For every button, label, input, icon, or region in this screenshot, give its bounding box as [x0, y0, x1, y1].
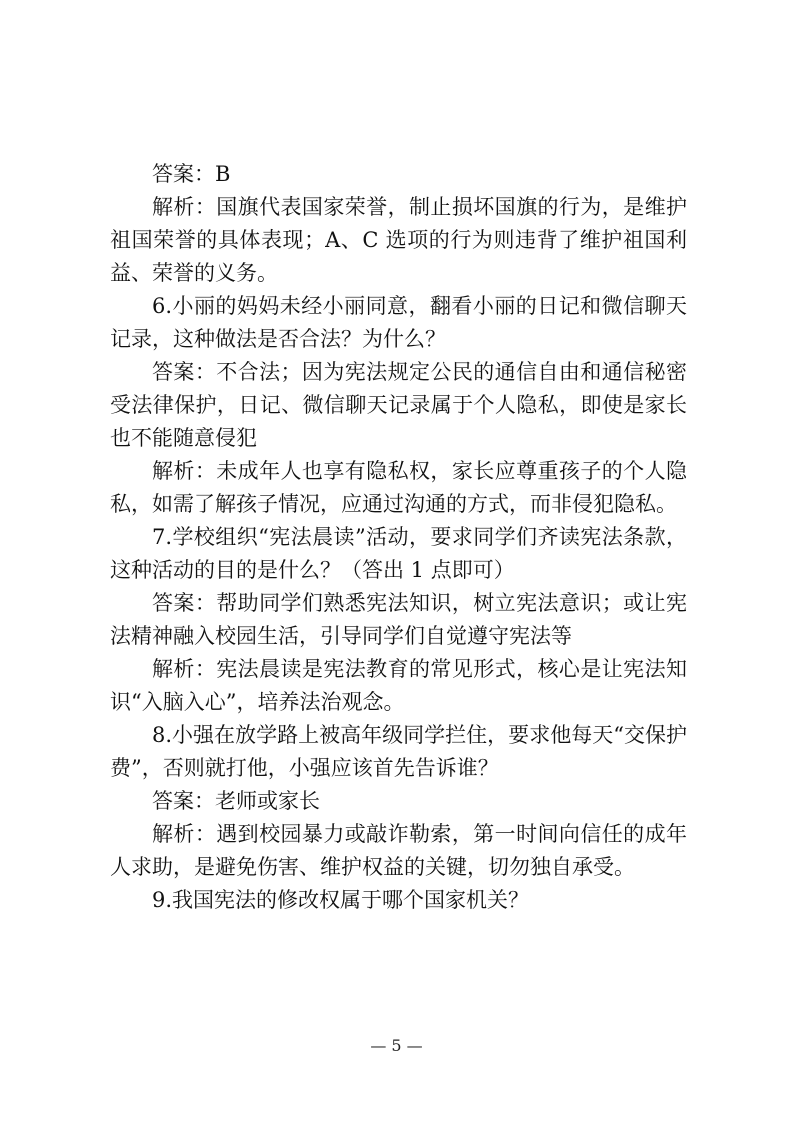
question-paragraph: 7.学校组织“宪法晨读”活动，要求同学们齐读宪法条款，这种活动的目的是什么？（答出 1 点即可） — [110, 525, 687, 582]
analysis-paragraph: 解析：未成年人也享有隐私权，家长应尊重孩子的个人隐私，如需了解孩子情况，应通过沟通的方式，而非侵犯隐私。 — [110, 459, 687, 516]
answer-paragraph: 答案：帮助同学们熟悉宪法知识，树立宪法意识；或让宪法精神融入校园生活，引导同学们自觉遵守宪法等 — [110, 591, 687, 648]
analysis-paragraph: 解析：遇到校园暴力或敲诈勒索，第一时间向信任的成年人求助，是避免伤害、维护权益的关键，切勿独自承受。 — [110, 822, 687, 879]
answer-paragraph: 答案：不合法；因为宪法规定公民的通信自由和通信秘密受法律保护，日记、微信聊天记录属于个人隐私，即使是家长也不能随意侵犯 — [110, 360, 687, 450]
question-paragraph: 8.小强在放学路上被高年级同学拦住，要求他每天“交保护费”，否则就打他，小强应该首先告诉谁？ — [110, 723, 687, 780]
question-paragraph: 9.我国宪法的修改权属于哪个国家机关？ — [152, 888, 530, 912]
analysis-paragraph: 解析：国旗代表国家荣誉，制止损坏国旗的行为，是维护祖国荣誉的具体表现；A、C 选项的行为则违背了维护祖国利益、荣誉的义务。 — [110, 195, 687, 285]
page-number: — 5 — — [370, 1036, 423, 1055]
document-body — [110, 158, 687, 917]
question-paragraph: 6.小丽的妈妈未经小丽同意，翻看小丽的日记和微信聊天记录，这种做法是否合法？为什么？ — [110, 294, 687, 351]
analysis-paragraph: 解析：宪法晨读是宪法教育的常见形式，核心是让宪法知识“入脑入心”，培养法治观念。 — [110, 657, 687, 714]
answer-paragraph: 答案：B — [152, 162, 231, 186]
answer-paragraph: 答案：老师或家长 — [152, 789, 320, 813]
